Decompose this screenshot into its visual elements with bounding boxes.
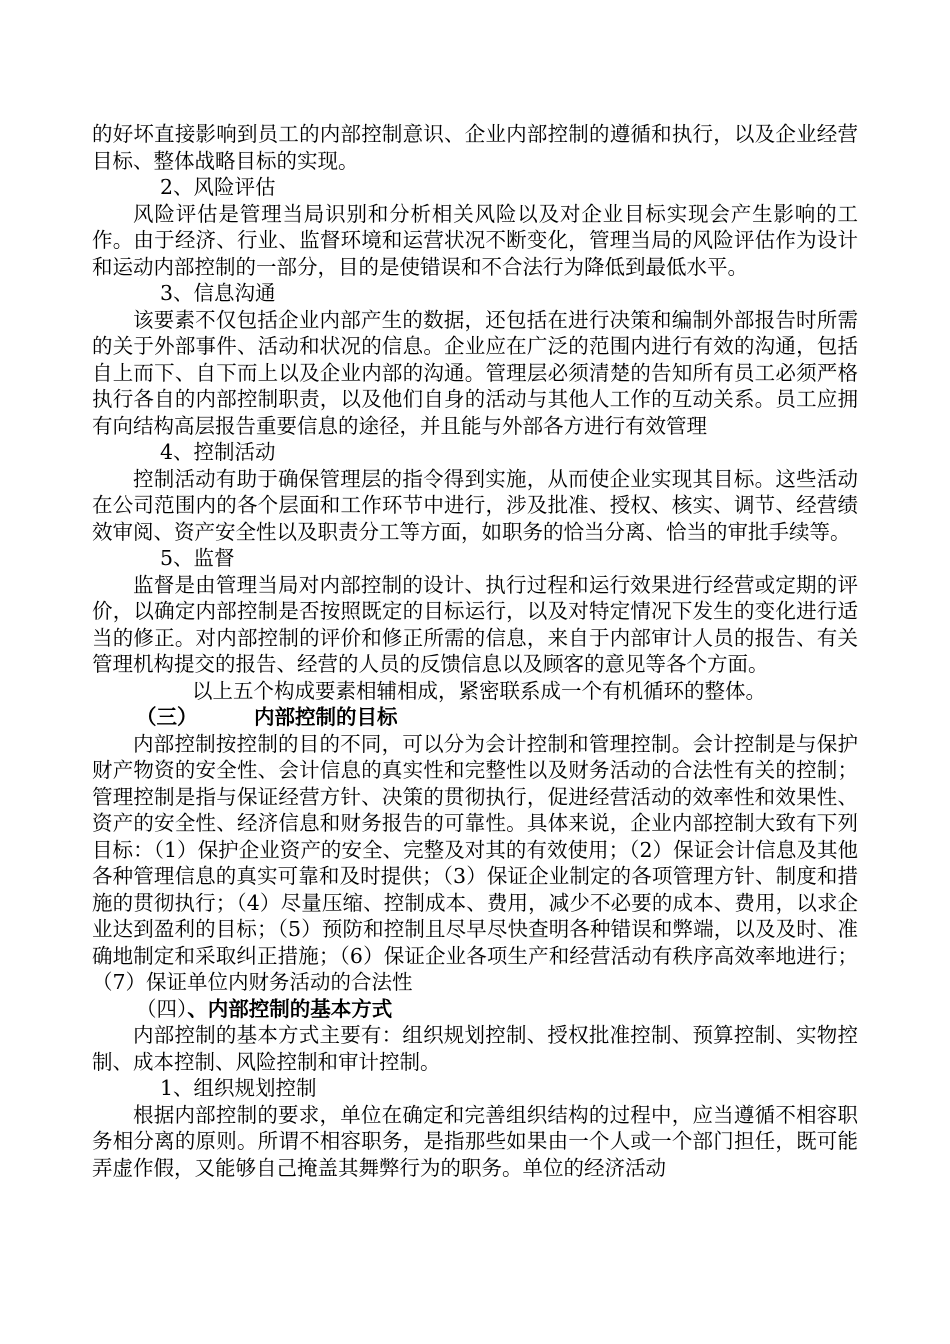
section-heading-objectives xyxy=(92,704,858,731)
section-number: （四） xyxy=(136,996,188,1021)
paragraph-summary: 以上五个构成要素相辅相成，紧密联系成一个有机循环的整体。 xyxy=(192,678,766,703)
section-title: 、内部控制的基本方式 xyxy=(187,996,393,1021)
paragraph-continuation: 的好坏直接影响到员工的内部控制意识、企业内部控制的遵循和执行，以及企业经营目标、整体战略目标的实现。 xyxy=(92,122,858,173)
paragraph-objectives: 内部控制按控制的目的不同，可以分为会计控制和管理控制。会计控制是与保护财产物资的安全性、会计信息的真实性和完整性以及财务活动的合法性有关的控制；管理控制是指与保证经营方针、决策的贯彻执行，促进经营活动的效率性和效果性、资产的安全性、经济信息和财务报告的可靠性。具体来说，企业内部控制大致有下列目标：（1）保护企业资产的安全、完整及对其的有效使用；（2）保证会计信息及其他各种管理信息的真实可靠和及时提供；（3）保证企业制定的各项管理方针、制度和措施的贯彻执行；（4）尽量压缩、控制成本、费用，减少不必要的成本、费用，以求企业达到盈利的目标；（5）预防和控制且尽早尽快查明各种错误和弊端，以及及时、准确地制定和采取纠正措施；（6）保证企业各项生产和经营活动有秩序高效率地进行；（7）保证单位内财务活动的合法性 xyxy=(92,731,858,994)
paragraph-information-communication: 该要素不仅包括企业内部产生的数据，还包括在进行决策和编制外部报告时所需的关于外部事件、活动和状况的信息。企业应在广泛的范围内进行有效的沟通，包括自上而下、自下而上以及企业内部的沟通。管理层必须清楚的告知所有员工必须严格执行各自的内部控制职责，以及他们自身的活动与其他人工作的互动关系。员工应拥有向结构高层报告重要信息的途径，并且能与外部各方进行有效管理 xyxy=(92,307,858,438)
subheading-risk-assessment: 2、风险评估 xyxy=(160,175,276,199)
subheading-control-activities: 4、控制活动 xyxy=(160,440,276,464)
subheading-organization-planning: 1、组织规划控制 xyxy=(160,1076,317,1100)
section-number: （三） xyxy=(136,705,198,729)
document-page xyxy=(92,121,858,1181)
paragraph-control-activities: 控制活动有助于确保管理层的指令得到实施，从而使企业实现其目标。这些活动在公司范围内的各个层面和工作环节中进行，涉及批准、授权、核实、调节、经营绩效审阅、资产安全性以及职责分工等方面，如职务的恰当分离、恰当的审批手续等。 xyxy=(92,466,858,544)
subheading-information-communication: 3、信息沟通 xyxy=(160,281,276,305)
paragraph-basic-methods: 内部控制的基本方式主要有：组织规划控制、授权批准控制、预算控制、实物控制、成本控制、风险控制和审计控制。 xyxy=(92,1023,858,1074)
section-title: 内部控制的目标 xyxy=(254,705,398,729)
section-heading-basic-methods xyxy=(92,996,858,1023)
paragraph-risk-assessment: 风险评估是管理当局识别和分析相关风险以及对企业目标实现会产生影响的工作。由于经济、行业、监督环境和运营状况不断变化，管理当局的风险评估作为设计和运动内部控制的一部分，目的是使错误和不合法行为降低到最低水平。 xyxy=(92,201,858,279)
paragraph-organization-planning: 根据内部控制的要求，单位在确定和完善组织结构的过程中，应当遵循不相容职务相分离的原则。所谓不相容职务，是指那些如果由一个人或一个部门担任，既可能弄虚作假，又能够自己掩盖其舞弊行为的职务。单位的经济活动 xyxy=(92,1102,858,1180)
subheading-monitoring: 5、监督 xyxy=(160,546,235,570)
paragraph-monitoring: 监督是由管理当局对内部控制的设计、执行过程和运行效果进行经营或定期的评价，以确定内部控制是否按照既定的目标运行，以及对特定情况下发生的变化进行适当的修正。对内部控制的评价和修正所需的信息，来自于内部审计人员的报告、有关管理机构提交的报告、经营的人员的反馈信息以及顾客的意见等各个方面。 xyxy=(92,572,858,676)
